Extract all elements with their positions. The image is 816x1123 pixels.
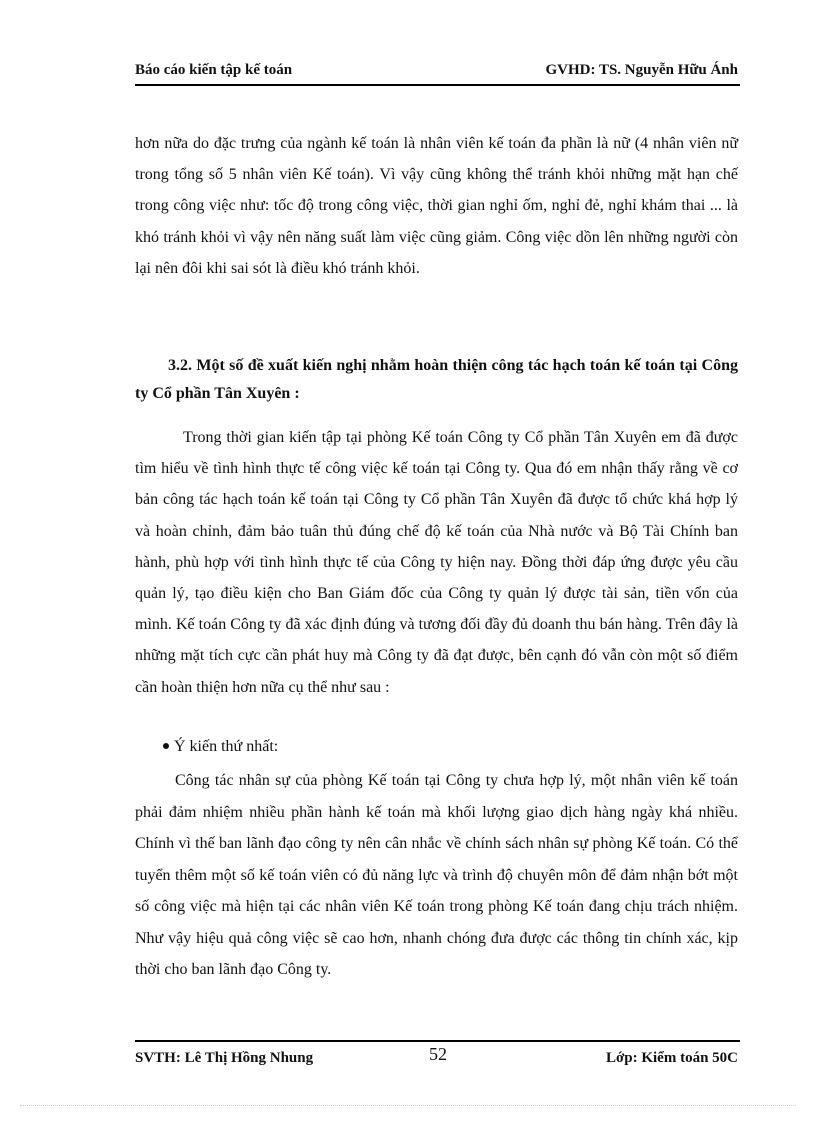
footer-class: Lớp: Kiểm toán 50C: [605, 1050, 738, 1066]
header-report-title: Báo cáo kiến tập kế toán: [135, 62, 293, 78]
bullet-dot-icon: [163, 743, 169, 749]
section-heading: 3.2. Một số đề xuất kiến nghị nhằm hoàn thiện công tác hạch toán kế toán tại Công ty Cổ phần Tân Xuyên :: [135, 357, 738, 402]
page-header: [135, 60, 740, 86]
body-paragraph-1: hơn nữa do đặc trưng của ngành kế toán là nhân viên kế toán đa phần là nữ (4 nhân viên nữ trong tổng số 5 nhân viên Kế toán). Vì vậy cũng không thể tránh khỏi những mặt hạn chế trong công việc như: tốc độ trong công việc, thời gian nghỉ ốm, nghỉ đẻ, nghỉ khám thai ... là khó tránh khỏi vì vậy nên năng suất làm việc cũng giảm. Công việc dồn lên những người còn lại nên đôi khi sai sót là điều khó tránh khỏi.: [135, 135, 738, 277]
header-supervisor: GVHD: TS. Nguyễn Hữu Ánh: [545, 62, 738, 78]
page-number: 52: [429, 1044, 447, 1064]
page-bottom-divider: [20, 1105, 796, 1106]
page-footer: [135, 1040, 740, 1070]
footer-student: SVTH: Lê Thị Hồng Nhung: [135, 1050, 314, 1066]
body-paragraph-2: Trong thời gian kiến tập tại phòng Kế toán Công ty Cổ phần Tân Xuyên em đã được tìm hiểu về tình hình thực tế công việc kế toán tại Công ty. Qua đó em nhận thấy rằng về cơ bản công tác hạch toán kế toán tại Công ty Cổ phần Tân Xuyên đã được tổ chức khá hợp lý và hoàn chỉnh, đảm bảo tuân thủ đúng chế độ kế toán của Nhà nước và Bộ Tài Chính ban hành, phù hợp với tình hình thực tế của Công ty hiện nay. Đồng thời đáp ứng được yêu cầu quản lý, tạo điều kiện cho Ban Giám đốc của Công ty quản lý được tài sản, tiền vốn của mình. Kế toán Công ty đã xác định đúng và tương đối đầy đủ doanh thu bán hàng. Trên đây là những mặt tích cực cần phát huy mà Công ty đã đạt được, bên cạnh đó vẫn còn một số điểm cần hoàn thiện hơn nữa cụ thể như sau :: [135, 429, 738, 696]
bullet-text: Ý kiến thứ nhất:: [174, 738, 279, 755]
bullet-item: [163, 733, 278, 761]
body-paragraph-3: Công tác nhân sự của phòng Kế toán tại Công ty chưa hợp lý, một nhân viên kế toán phải đảm nhiệm nhiều phần hành kế toán mà khối lượng giao dịch hàng ngày khá nhiều. Chính vì thế ban lãnh đạo công ty nên cân nhắc về chính sách nhân sự phòng Kế toán. Có thể tuyển thêm một số kế toán viên có đủ năng lực và trình độ chuyên môn để đảm nhận bớt một số công việc mà hiện tại các nhân viên Kế toán trong phòng Kế toán đang chịu trách nhiệm. Như vậy hiệu quả công việc sẽ cao hơn, nhanh chóng đưa được các thông tin chính xác, kịp thời cho ban lãnh đạo Công ty.: [135, 772, 738, 978]
